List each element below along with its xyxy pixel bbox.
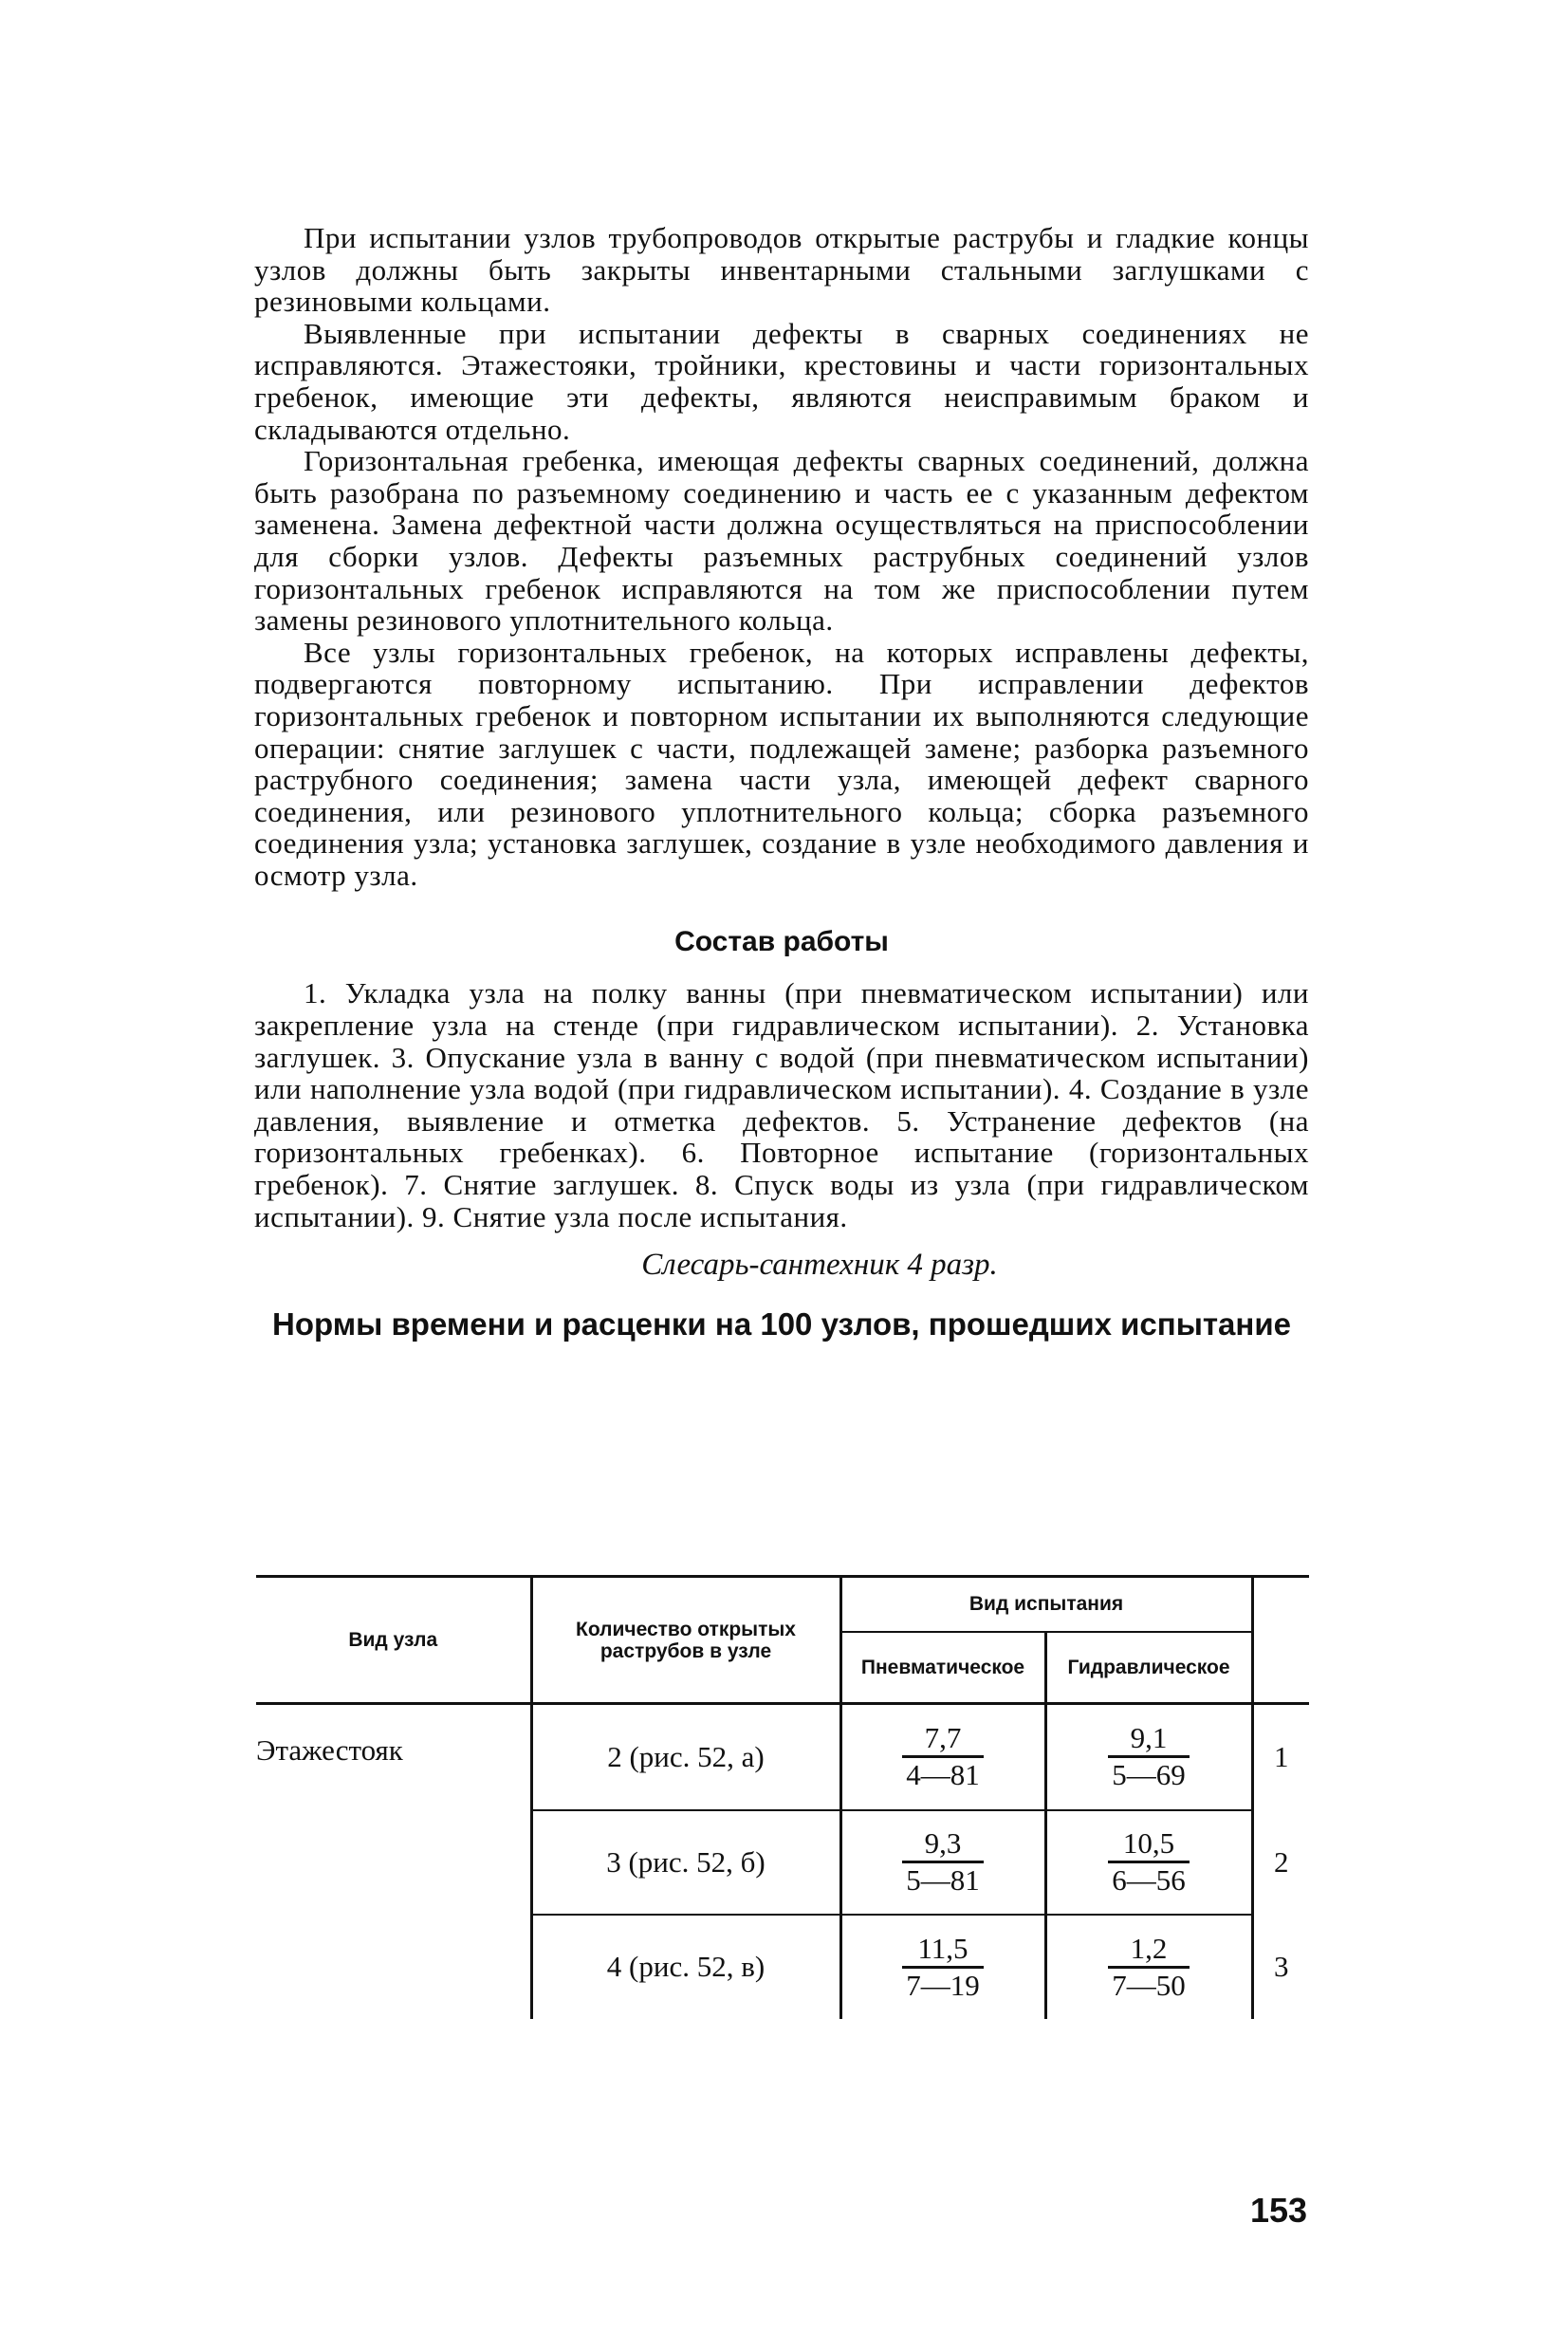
norm-time: 9,3	[902, 1826, 984, 1863]
paragraph: При испытании узлов трубопроводов открытые раструбы и гладкие концы узлов должны быть закрыты инвентарными стальными заглушками с резиновыми кольцами.	[254, 221, 1309, 319]
section-heading: Состав работы	[674, 926, 889, 958]
hydraulic-cell	[1045, 1915, 1252, 2019]
hydraulic-cell	[1045, 1704, 1252, 1810]
table-row	[256, 1704, 1309, 1810]
node-type-value: Этажестояк	[256, 1733, 403, 1767]
header-open-sockets: Количество открытых раструбов в узле	[531, 1577, 840, 1704]
node-type-cell	[256, 1704, 531, 2019]
pneumatic-cell	[840, 1810, 1045, 1915]
header-test-type: Вид испытания	[840, 1577, 1252, 1632]
header-index	[1252, 1577, 1309, 1704]
paragraph: Все узлы горизонтальных гребенок, на которых исправлены дефекты, подвергаются повторному испытанию. При исправлении дефектов горизонтальных гребенок и повторном испытании их выполняются следующие операции: снятие заглушек с части, подлежащей замене; разборка разъемного раструбного соединения; замена части узла, имеющей дефект сварного соединения, или резинового уплотнительного кольца; сборка разъемного соединения узла; установка заглушек, создание в узле необходимого давления и осмотр узла.	[254, 635, 1309, 892]
row-index: 2	[1252, 1810, 1309, 1915]
pneumatic-cell	[840, 1915, 1045, 2019]
pneumatic-cell	[840, 1704, 1045, 1810]
worker-grade: Слесарь-сантехник 4 разр.	[641, 1248, 998, 1283]
sockets-cell: 3 (рис. 52, б)	[531, 1810, 840, 1915]
norm-time: 7,7	[902, 1721, 984, 1758]
norm-time: 1,2	[1108, 1932, 1190, 1969]
header-pneumatic: Пневматическое	[840, 1632, 1045, 1704]
hydraulic-cell	[1045, 1810, 1252, 1915]
row-index: 3	[1252, 1915, 1309, 2019]
row-index: 1	[1252, 1704, 1309, 1810]
sockets-cell: 4 (рис. 52, в)	[531, 1915, 840, 2019]
norms-table	[256, 1575, 1309, 2019]
price: 5—69	[1112, 1758, 1186, 1792]
price: 5—81	[906, 1863, 980, 1897]
table-title: Нормы времени и расценки на 100 узлов, прошедших испытание	[272, 1306, 1291, 1343]
header-hydraulic: Гидравлическое	[1045, 1632, 1252, 1704]
page-number: 153	[1250, 2191, 1308, 2230]
page-body	[254, 222, 1309, 1370]
norm-time: 10,5	[1108, 1826, 1190, 1863]
header-node-type: Вид узла	[256, 1577, 531, 1704]
price: 7—50	[1112, 1968, 1186, 2002]
norm-time: 9,1	[1108, 1721, 1190, 1758]
price: 7—19	[906, 1968, 980, 2002]
paragraph: Горизонтальная гребенка, имеющая дефекты сварных соединений, должна быть разобрана по разъемному соединению и часть ее с указанным дефектом заменена. Замена дефектной части должна осуществляться на приспособлении для сборки узлов. Дефекты разъемных раструбных соединений узлов горизонтальных гребенок исправляются на том же приспособлении путем замены резинового уплотнительного кольца.	[254, 444, 1309, 638]
sockets-cell: 2 (рис. 52, а)	[531, 1704, 840, 1810]
paragraph: Выявленные при испытании дефекты в сварных соединениях не исправляются. Этажестояки, тройники, крестовины и части горизонтальных гребенок, имеющие эти дефекты, являются неисправимым браком и складываются отдельно.	[254, 316, 1309, 446]
norm-time: 11,5	[902, 1932, 984, 1969]
price: 4—81	[906, 1758, 980, 1792]
work-composition: 1. Укладка узла на полку ванны (при пневматическом испытании) или закрепление узла на стенде (при гидравлическом испытании). 2. Установка заглушек. 3. Опускание узла в ванну с водой (при пневматическом испытании) или наполнение узла водой (при гидравлическом испытании). 4. Создание в узле давления, выявление и отметка дефектов. 5. Устранение дефектов (на горизонтальных гребенках). 6. Повторное испытание (горизонтальных гребенок). 7. Снятие заглушек. 8. Спуск воды из узла (при гидравлическом испытании). 9. Снятие узла после испытания.	[254, 976, 1309, 1233]
price: 6—56	[1112, 1863, 1186, 1897]
